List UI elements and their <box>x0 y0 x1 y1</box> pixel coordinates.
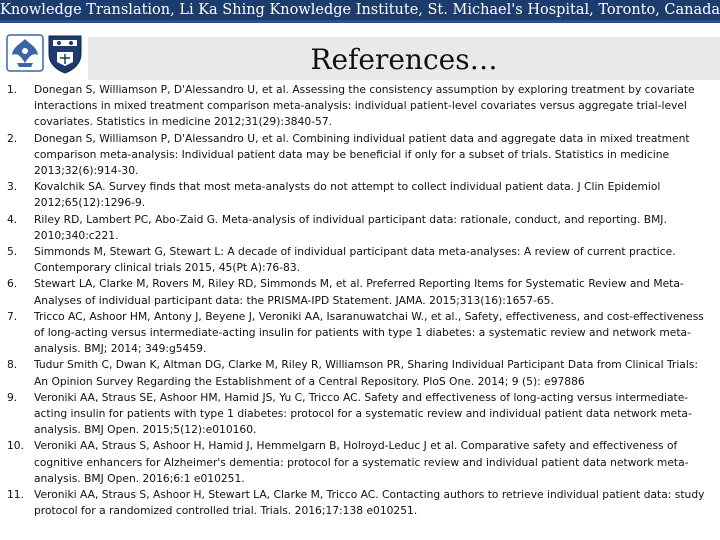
banner-text: Knowledge Translation, Li Ka Shing Knowledge Institute, St. Michael's Hospital, Toronto, Canada <box>0 2 720 18</box>
reference-item <box>0 309 720 358</box>
reference-text: Veroniki AA, Straus S, Ashoor H, Hamid J, Hemmelgarn B, Holroyd-Leduc J et al. Comparative safety and effectiveness of cognitive enhancers for Alzheimer's dementia: protocol for a systematic review and individual patient data network meta-analysis. BMJ Open. 2016;6:1 e010251. <box>34 439 689 485</box>
reference-item <box>0 276 720 308</box>
reference-item <box>0 390 720 439</box>
reference-item <box>0 357 720 389</box>
reference-text: Kovalchik SA. Survey finds that most meta-analysts do not attempt to collect individual patient data. J Clin Epidemiol 2012;65(12):1296-9. <box>34 180 661 210</box>
header-banner <box>0 0 720 23</box>
hospital-logo-icon <box>5 33 45 73</box>
reference-item <box>0 212 720 244</box>
reference-text: Veroniki AA, Straus S, Ashoor H, Stewart LA, Clarke M, Tricco AC. Contacting authors to retrieve individual patient data: study protocol for a randomized controlled trial. Trials. 2016;17:138 e010251. <box>34 488 705 518</box>
reference-text: Donegan S, Williamson P, D'Alessandro U, et al. Assessing the consistency assumption by exploring treatment by covariate interactions in mixed treatment comparison meta-analysis: individual patient-level covariates versus aggregate trial-level covariates. Statistics in medicine 2012;31(29):3840-57. <box>34 83 695 129</box>
reference-item <box>0 244 720 276</box>
reference-text: Tricco AC, Ashoor HM, Antony J, Beyene J, Veroniki AA, Isaranuwatchai W., et al., Safety, effectiveness, and cost-effectiveness of long-acting versus intermediate-acting insulin for patients with type 1 diabetes: a systematic review and network meta-analysis. BMJ; 2014; 349:g5459. <box>34 309 704 356</box>
reference-number: 8. <box>7 358 18 372</box>
university-crest-icon <box>45 32 85 76</box>
reference-number: 4. <box>7 212 18 226</box>
page-title: References… <box>310 43 498 76</box>
reference-number: 7. <box>7 309 18 323</box>
reference-number: 5. <box>7 245 18 259</box>
reference-number: 6. <box>7 277 18 291</box>
reference-number: 10. <box>7 439 24 453</box>
reference-text: Tudur Smith C, Dwan K, Altman DG, Clarke M, Riley R, Williamson PR, Sharing Individual Participant Data from Clinical Trials: An Opinion Survey Regarding the Establishment of a Central Repository. PloS One. 2014; 9 (5): e97886 <box>34 358 698 388</box>
reference-item <box>0 179 720 211</box>
reference-item <box>0 131 720 180</box>
reference-item <box>0 82 720 131</box>
reference-text: Stewart LA, Clarke M, Rovers M, Riley RD, Simmonds M, et al. Preferred Reporting Items for Systematic Review and Meta-Analyses of individual participant data: the PRISMA-IPD Statement. JAMA. 2015;313(16):1657-65. <box>34 277 684 307</box>
reference-number: 9. <box>7 390 18 404</box>
reference-number: 1. <box>7 83 18 96</box>
reference-text: Veroniki AA, Straus SE, Ashoor HM, Hamid JS, Yu C, Tricco AC. Safety and effectiveness of long-acting versus intermediate-acting insulin for patients with type 1 diabetes: protocol for a systematic review and individual patient data network meta-analysis. BMJ Open. 2015;5(12):e010160. <box>34 390 692 437</box>
reference-item <box>0 487 720 519</box>
reference-text: Riley RD, Lambert PC, Abo-Zaid G. Meta-analysis of individual participant data: rationale, conduct, and reporting. BMJ. 2010;340:c221. <box>34 212 667 242</box>
reference-list <box>0 82 720 519</box>
reference-text: Simmonds M, Stewart G, Stewart L: A decade of individual participant data meta-analyses: A review of current practice. Contemporary clinical trials 2015, 45(Pt A):76-83. <box>34 245 676 275</box>
reference-number: 11. <box>7 488 24 502</box>
reference-item <box>0 438 720 487</box>
reference-number: 2. <box>7 131 18 145</box>
reference-text: Donegan S, Williamson P, D'Alessandro U, et al. Combining individual patient data and aggregate data in mixed treatment comparison meta-analysis: Individual patient data may be beneficial if only for a subset of trials. Statistics in medicine 2013;32(6):914-30. <box>34 131 690 178</box>
logo-group <box>5 28 85 78</box>
reference-number: 3. <box>7 180 18 194</box>
